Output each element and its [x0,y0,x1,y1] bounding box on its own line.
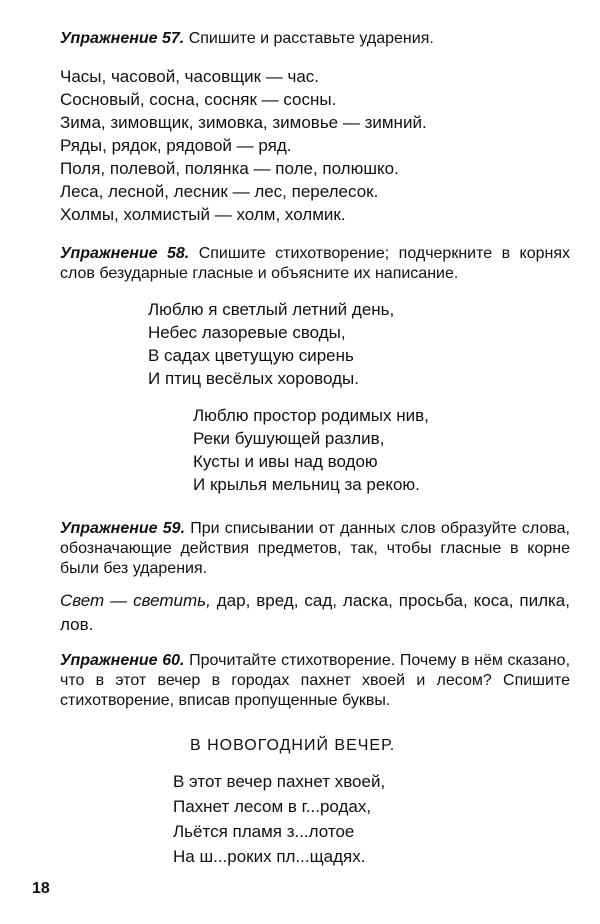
ex57-line-6: Леса, лесной, лесник — лес, перелесок. [60,182,379,201]
exercise-58-instruction: Спишите стихотворение; подчеркните в корнях слов безударные гласные и объясните их написание. [60,245,571,282]
ex58-stanza1-line-1: Люблю я светлый летний день, [148,300,395,319]
ex58-stanza2-line-2: Реки бушующей разлив, [193,429,385,448]
ex58-stanza1-line-2: Небес лазоревые своды, [148,323,346,342]
exercise-60-title: Упражнение 60. [60,652,185,669]
ex58-stanza2-line-3: Кусты и ивы над водою [193,452,378,471]
exercise-59-word-list: дар, вред, сад, ласка, просьба, коса, пилка, лов. [60,591,570,634]
exercise-60-header [60,651,570,711]
exercise-58-title: Упражнение 58. [60,245,190,262]
exercise-59-instruction: При списывании от данных слов образуйте слова, обозначающие действия предметов, так, чтобы гласные в корне были без ударения. [60,520,570,577]
exercise-59-header [60,519,570,579]
poem-line-2: Пахнет лесом в г...родах, [173,797,372,816]
exercise-60-instruction: Прочитайте стихотворение. Почему в нём сказано, что в этот вечер в городах пахнет хвоей и лесом? Спишите стихотворение, вписав пропущенные буквы. [60,652,571,709]
exercise-59-title: Упражнение 59. [60,520,186,537]
exercise-57-instruction: Спишите и расставьте ударения. [188,30,434,47]
exercise-57-header [60,29,550,49]
poem-line-3: Льётся пламя з...лотое [173,822,355,841]
poem-title: В НОВОГОДНИЙ ВЕЧЕР. [190,737,396,754]
ex57-line-7: Холмы, холмистый — холм, холмик. [60,205,346,224]
ex58-stanza1-line-4: И птиц весёлых хороводы. [148,369,359,388]
ex58-stanza2-line-4: И крылья мельниц за рекою. [193,475,420,494]
exercise-57-title: Упражнение 57. [60,30,185,47]
ex58-stanza2-line-1: Люблю простор родимых нив, [193,406,429,425]
poem-line-4: На ш...роких пл...щадях. [173,847,366,866]
page-number: 18 [32,880,50,897]
exercise-59-example: Свет — светить, [60,591,211,610]
ex57-line-5: Поля, полевой, полянка — поле, полюшко. [60,159,399,178]
ex57-line-4: Ряды, рядок, рядовой — ряд. [60,136,292,155]
exercise-59-words [60,589,570,637]
ex58-stanza1-line-3: В садах цветущую сирень [148,346,354,365]
exercise-58-header [60,244,570,284]
ex57-line-3: Зима, зимовщик, зимовка, зимовье — зимний. [60,113,427,132]
poem-line-1: В этот вечер пахнет хвоей, [173,772,386,791]
ex57-line-1: Часы, часовой, часовщик — час. [60,67,320,86]
ex57-line-2: Сосновый, сосна, сосняк — сосны. [60,90,337,109]
